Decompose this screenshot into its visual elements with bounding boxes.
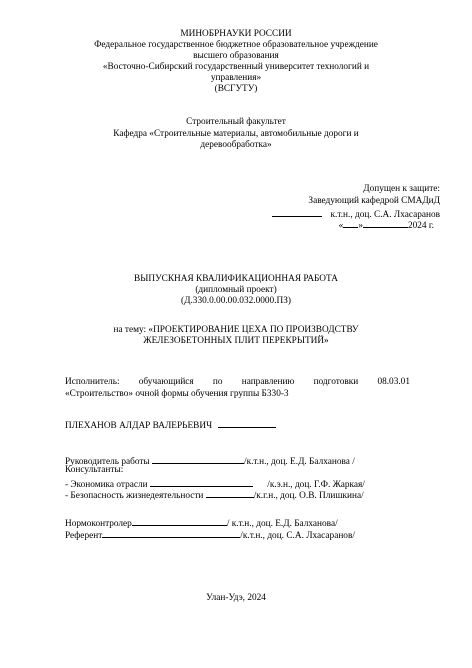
lead-line: Руководитель работы /к.т.н., доц. Е.Д. Балханова / [65,454,355,468]
executor-line-1: Исполнитель: обучающийся по направлению подготовки 08.03.01 [65,377,410,387]
referee-line: Референт /к.т.н., доц. С.А. Лхасаранов/ [65,528,355,542]
ministry-title: МИНОБРНАУКИ РОССИИ [180,29,292,39]
executor-line-2: «Строительство» очной формы обучения группы Б330-3 [65,389,289,399]
approval-head-title: Заведующий кафедрой СМАДиД [308,196,440,206]
work-subtype: (дипломный проект) [195,285,277,295]
approval-date-line: « » 2024 г. [339,218,434,232]
executor-name-line [65,418,276,432]
institution-line-3: «Восточно-Сибирский государственный университет технологий и [102,62,370,72]
consultant-economics: - Экономика отрасли /к.э.н., доц. Г.Ф. Жаркая/ [65,477,365,491]
topic-line-2: ЖЕЛЕЗОБЕТОННЫХ ПЛИТ ПЕРЕКРЫТИЙ» [143,336,329,346]
institution-line-1: Федеральное государственное бюджетное образовательное учреждение [94,40,378,50]
topic-line-1: на тему: «ПРОЕКТИРОВАНИЕ ЦЕХА ПО ПРОИЗВОДСТВУ [113,325,359,335]
approval-heading: Допущен к защите: [363,184,440,194]
signature-blank [272,207,322,217]
department-line-2: деревообработка» [200,140,272,150]
work-type: ВЫПУСКНАЯ КВАЛИФИКАЦИОННАЯ РАБОТА [134,274,338,284]
consultants-label: Консультанты: [65,465,124,475]
institution-abbr: (ВСГУТУ) [214,84,258,94]
executor-name: ПЛЕХАНОВ АЛДАР ВАЛЕРЬЕВИЧ [65,421,213,431]
norm-control-line: Нормоконтролер / к.т.н., доц. Е.Д. Балханова/ [65,516,338,530]
work-code: (Д.330.0.00.00.032.0000.ПЗ) [181,296,291,306]
consultant-safety: - Безопасность жизнедеятельности /к.г.н., доц. О.В. Плишкина/ [65,488,364,502]
approver-name: к.т.н., доц. С.А. Лхасаранов [330,210,440,220]
institution-line-2: высшего образования [193,51,279,61]
faculty-name: Строительный факультет [186,117,286,127]
city-year: Улан-Удэ, 2024 [206,593,266,603]
institution-line-4: управления» [210,73,262,83]
executor-signature-blank [218,418,276,428]
department-line-1: Кафедра «Строительные материалы, автомобильные дороги и [113,129,359,139]
